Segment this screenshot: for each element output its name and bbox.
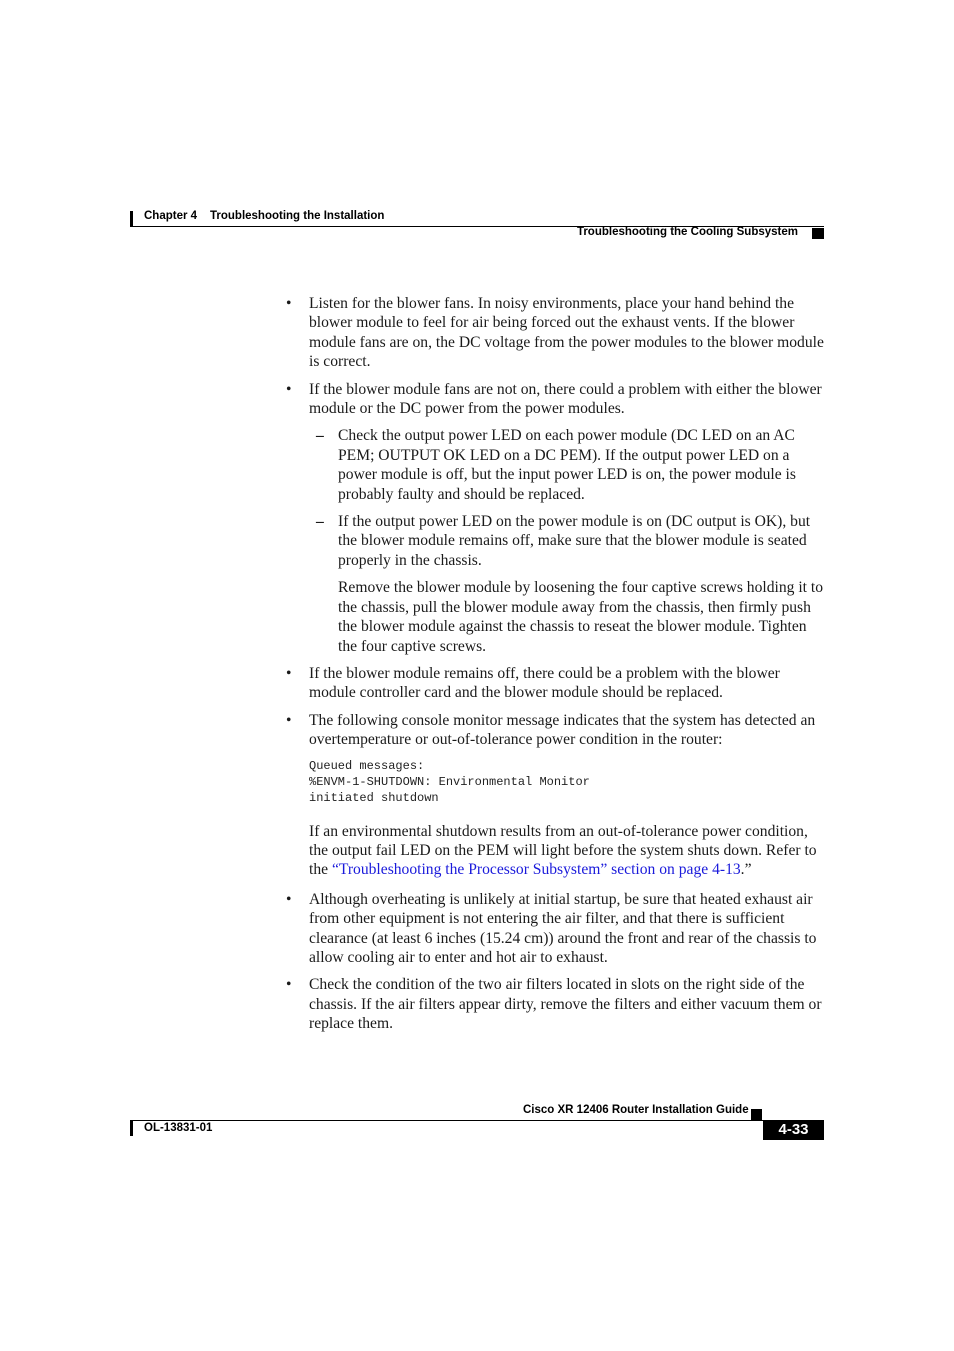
paragraph-text-end: .”	[740, 861, 752, 879]
bullet-text: Although overheating is unlikely at initial startup, be sure that heated exhaust air from other equipment is not entering the air filter, and that there is sufficient clearance (at least 6 inches (15.24 cm)) around the front and rear of the chassis to allow cooling air to enter and hot air to exhaust.	[309, 890, 817, 966]
bullet-text: The following console monitor message indicates that the system has detected an overtemperature or out-of-tolerance power condition in the router:	[309, 711, 816, 749]
console-message-code: Queued messages: %ENVM-1-SHUTDOWN: Environmental Monitor initiated shutdown	[309, 758, 590, 805]
page-number: 4-33	[763, 1120, 824, 1140]
sub-bullet-item	[286, 512, 826, 570]
bullet-mark: •	[286, 711, 292, 729]
footer-left-bar	[130, 1120, 133, 1136]
bullet-item	[286, 294, 826, 372]
sub-bullet-text: If the output power LED on the power module is on (DC output is OK), but the blower module remains off, make sure that the blower module is seated properly in the chassis.	[338, 513, 811, 569]
sub-bullet-item	[286, 426, 826, 504]
footer-doc-number: OL-13831-01	[144, 1122, 213, 1134]
bullet-mark: •	[286, 380, 292, 398]
bullet-item	[286, 890, 826, 968]
bullet-mark: •	[286, 890, 292, 908]
footer-guide-title: Cisco XR 12406 Router Installation Guide	[523, 1104, 749, 1116]
header-chapter-title: Troubleshooting the Installation	[210, 210, 385, 222]
header-marker-square	[812, 228, 824, 239]
header-left-bar	[130, 211, 133, 227]
bullet-item	[286, 975, 826, 1033]
bullet-text: Listen for the blower fans. In noisy environments, place your hand behind the blower module to feel for air being forced out the exhaust vents. If the blower module fans are on, the DC voltage from the power modules to the blower module is correct.	[309, 295, 824, 371]
bullet-mark: •	[286, 664, 292, 682]
bullet-item	[286, 664, 826, 703]
dash-mark: –	[316, 513, 324, 531]
footer-rule	[130, 1120, 824, 1121]
header-section-title: Troubleshooting the Cooling Subsystem	[576, 226, 798, 238]
processor-subsystem-link[interactable]: “Troubleshooting the Processor Subsystem” section on page 4-13	[331, 861, 741, 879]
bullet-text: If the blower module fans are not on, there could a problem with either the blower module or the DC power from the power modules.	[309, 380, 822, 418]
bullet-mark: •	[286, 976, 292, 994]
sub-paragraph: Remove the blower module by loosening the four captive screws holding it to the chassis, pull the blower module away from the chassis, then firmly push the blower module against the chassis to reseat the blower module. Tighten the four captive screws.	[338, 579, 824, 655]
sub-bullet-text: Check the output power LED on each power module (DC LED on an AC PEM; OUTPUT OK LED on a DC PEM). If the output power LED on a power module is off, but the input power LED is on, the power module is probably faulty and should be replaced.	[338, 427, 796, 503]
bullet-item	[286, 380, 826, 419]
dash-mark: –	[316, 427, 324, 445]
bullet-text: Check the condition of the two air filters located in slots on the right side of the chassis. If the air filters appear dirty, remove the filters and either vacuum them or replace them.	[309, 976, 822, 1033]
page-body	[286, 294, 826, 1042]
paragraph-text: If an environmental shutdown results from an out-of-tolerance power condition, the output fail LED on the PEM will light before the system shuts down. Refer to the	[309, 822, 817, 879]
footer-marker-square	[751, 1109, 762, 1120]
header-chapter: Chapter 4	[144, 210, 198, 222]
bullet-item	[286, 711, 826, 750]
bullet-mark: •	[286, 295, 292, 312]
shutdown-paragraph	[286, 822, 826, 880]
bullet-text: If the blower module remains off, there could be a problem with the blower module controller card and the blower module should be replaced.	[309, 664, 780, 702]
